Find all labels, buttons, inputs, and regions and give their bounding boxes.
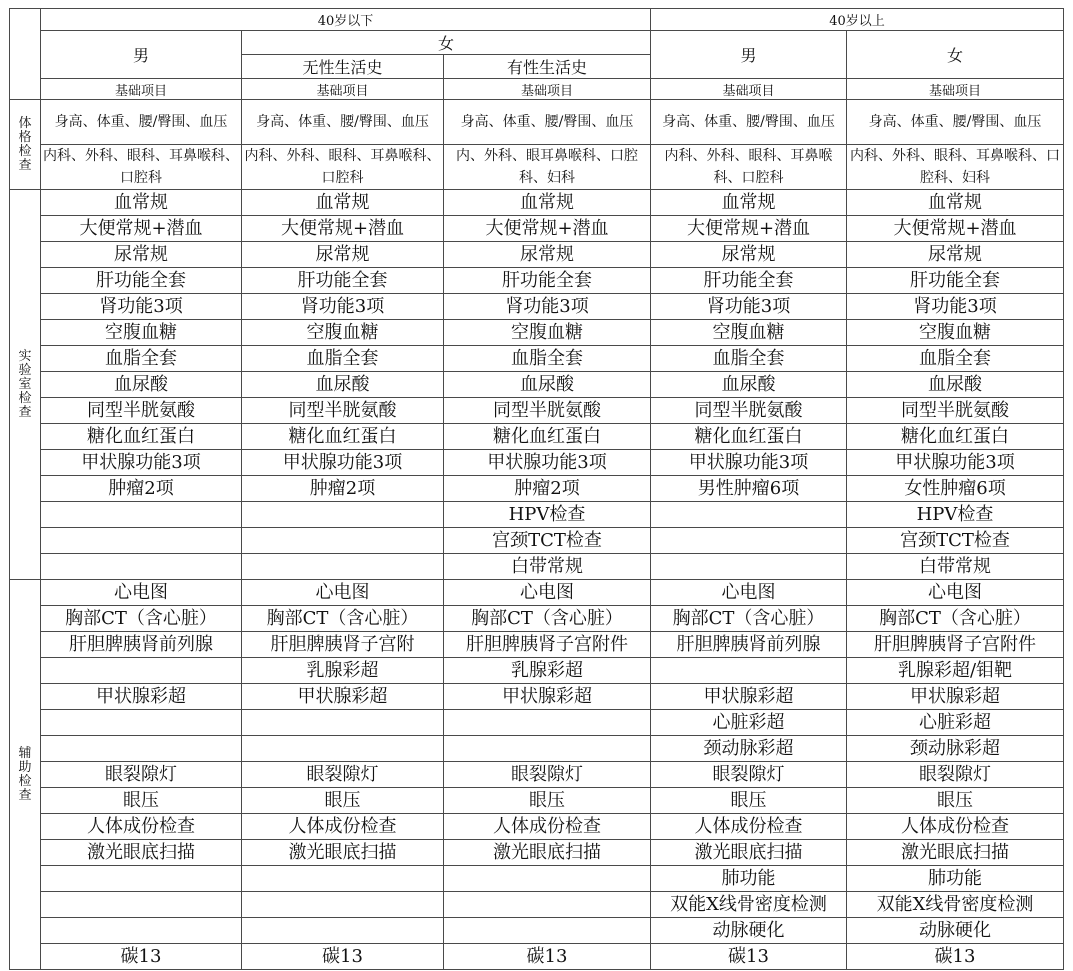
lab-cell: 空腹血糖 <box>41 320 242 346</box>
aux-cell: 胸部CT（含心脏） <box>847 606 1064 632</box>
aux-cell: 肺功能 <box>651 866 847 892</box>
aux-row <box>10 710 1064 736</box>
age-under-40: 40岁以下 <box>41 9 651 31</box>
lab-cell: 同型半胱氨酸 <box>41 398 242 424</box>
lab-cell: 糖化血红蛋白 <box>847 424 1064 450</box>
lab-cell: 尿常规 <box>651 242 847 268</box>
aux-cell: 双能X线骨密度检测 <box>847 892 1064 918</box>
lab-cell: 肾功能3项 <box>847 294 1064 320</box>
lab-cell: 肾功能3项 <box>242 294 444 320</box>
lab-cell: 血常规 <box>444 190 651 216</box>
lab-cell: 血尿酸 <box>242 372 444 398</box>
aux-category <box>10 580 41 970</box>
aux-row <box>10 658 1064 684</box>
lab-cell: 尿常规 <box>41 242 242 268</box>
aux-cell <box>41 866 242 892</box>
lab-cell: 同型半胱氨酸 <box>242 398 444 424</box>
lab-cell: 尿常规 <box>847 242 1064 268</box>
aux-row <box>10 892 1064 918</box>
aux-category-label: 辅助检查 <box>18 745 32 803</box>
lab-row <box>10 450 1064 476</box>
aux-row <box>10 814 1064 840</box>
aux-cell: 眼裂隙灯 <box>242 762 444 788</box>
aux-cell <box>41 658 242 684</box>
physical-cell: 内科、外科、眼科、耳鼻喉科、口腔科、妇科 <box>847 145 1064 190</box>
lab-cell: 肾功能3项 <box>41 294 242 320</box>
aux-cell: 眼裂隙灯 <box>444 762 651 788</box>
aux-cell <box>242 710 444 736</box>
aux-cell: 碳13 <box>444 944 651 970</box>
lab-cell: 肾功能3项 <box>444 294 651 320</box>
age-over-40: 40岁以上 <box>651 9 1064 31</box>
header-row-sex <box>10 31 1064 55</box>
lab-cell: 大便常规+潜血 <box>847 216 1064 242</box>
lab-cell: 肝功能全套 <box>651 268 847 294</box>
lab-cell: 空腹血糖 <box>444 320 651 346</box>
basic-item-1: 基础项目 <box>41 79 242 100</box>
lab-cell: 血尿酸 <box>847 372 1064 398</box>
aux-cell: 激光眼底扫描 <box>41 840 242 866</box>
aux-cell: 动脉硬化 <box>651 918 847 944</box>
lab-row <box>10 528 1064 554</box>
lab-cell: 肿瘤2项 <box>41 476 242 502</box>
lab-cell <box>41 554 242 580</box>
aux-row <box>10 580 1064 606</box>
aux-cell: 甲状腺彩超 <box>444 684 651 710</box>
aux-row <box>10 684 1064 710</box>
lab-cell: 肝功能全套 <box>444 268 651 294</box>
aux-cell: 心电图 <box>651 580 847 606</box>
aux-cell <box>444 892 651 918</box>
lab-row <box>10 320 1064 346</box>
aux-cell: 心电图 <box>41 580 242 606</box>
aux-cell: 胸部CT（含心脏） <box>651 606 847 632</box>
aux-cell: 心电图 <box>847 580 1064 606</box>
lab-cell: 血尿酸 <box>651 372 847 398</box>
lab-cell: 肿瘤2项 <box>444 476 651 502</box>
aux-cell: 胸部CT（含心脏） <box>41 606 242 632</box>
lab-cell: 血常规 <box>242 190 444 216</box>
checkup-table <box>9 8 1064 970</box>
aux-row <box>10 918 1064 944</box>
lab-row <box>10 372 1064 398</box>
physical-row <box>10 145 1064 190</box>
lab-row <box>10 216 1064 242</box>
physical-cell: 身高、体重、腰/臀围、血压 <box>41 100 242 145</box>
aux-cell <box>444 710 651 736</box>
lab-cell <box>41 502 242 528</box>
lab-cell: 同型半胱氨酸 <box>847 398 1064 424</box>
aux-cell: 激光眼底扫描 <box>242 840 444 866</box>
lab-cell: 血常规 <box>847 190 1064 216</box>
aux-cell: 碳13 <box>847 944 1064 970</box>
lab-row <box>10 398 1064 424</box>
aux-cell: 乳腺彩超 <box>242 658 444 684</box>
aux-cell <box>41 918 242 944</box>
aux-cell: 肝胆脾胰肾子宫附 <box>242 632 444 658</box>
aux-cell <box>242 866 444 892</box>
corner-cell <box>10 9 41 100</box>
lab-cell: HPV检查 <box>847 502 1064 528</box>
lab-cell: 血脂全套 <box>242 346 444 372</box>
lab-cell: 血常规 <box>41 190 242 216</box>
aux-cell: 肝胆脾胰肾子宫附件 <box>444 632 651 658</box>
lab-cell: 大便常规+潜血 <box>242 216 444 242</box>
aux-row <box>10 944 1064 970</box>
lab-cell: 血脂全套 <box>651 346 847 372</box>
physical-cell: 身高、体重、腰/臀围、血压 <box>651 100 847 145</box>
header-row-basic <box>10 79 1064 100</box>
basic-item-5: 基础项目 <box>847 79 1064 100</box>
aux-row <box>10 840 1064 866</box>
aux-cell: 胸部CT（含心脏） <box>242 606 444 632</box>
lab-cell: 白带常规 <box>847 554 1064 580</box>
lab-cell: 血脂全套 <box>41 346 242 372</box>
aux-cell: 肝胆脾胰肾前列腺 <box>651 632 847 658</box>
aux-cell <box>242 918 444 944</box>
lab-cell <box>651 502 847 528</box>
physical-cell: 身高、体重、腰/臀围、血压 <box>847 100 1064 145</box>
aux-cell: 眼压 <box>444 788 651 814</box>
aux-cell <box>242 736 444 762</box>
lab-cell: 宫颈TCT检查 <box>847 528 1064 554</box>
aux-cell: 胸部CT（含心脏） <box>444 606 651 632</box>
lab-row <box>10 190 1064 216</box>
lab-row <box>10 346 1064 372</box>
aux-cell: 乳腺彩超/钼靶 <box>847 658 1064 684</box>
male-over-40: 男 <box>651 31 847 79</box>
lab-row <box>10 294 1064 320</box>
lab-cell: 肿瘤2项 <box>242 476 444 502</box>
physical-cell: 内、外科、眼耳鼻喉科、口腔科、妇科 <box>444 145 651 190</box>
lab-cell: 白带常规 <box>444 554 651 580</box>
physical-cell: 身高、体重、腰/臀围、血压 <box>444 100 651 145</box>
aux-row <box>10 736 1064 762</box>
no-sex-history: 无性生活史 <box>242 55 444 79</box>
lab-cell: 男性肿瘤6项 <box>651 476 847 502</box>
aux-cell: 心电图 <box>242 580 444 606</box>
aux-row <box>10 866 1064 892</box>
physical-category <box>10 100 41 190</box>
aux-cell: 眼裂隙灯 <box>651 762 847 788</box>
lab-cell: 甲状腺功能3项 <box>444 450 651 476</box>
aux-cell: 肺功能 <box>847 866 1064 892</box>
aux-row <box>10 788 1064 814</box>
lab-cell: HPV检查 <box>444 502 651 528</box>
lab-cell: 尿常规 <box>444 242 651 268</box>
lab-cell: 大便常规+潜血 <box>444 216 651 242</box>
lab-cell: 大便常规+潜血 <box>651 216 847 242</box>
lab-cell: 糖化血红蛋白 <box>444 424 651 450</box>
lab-cell <box>651 528 847 554</box>
aux-cell: 碳13 <box>242 944 444 970</box>
aux-cell: 眼裂隙灯 <box>847 762 1064 788</box>
lab-cell: 糖化血红蛋白 <box>651 424 847 450</box>
aux-cell <box>41 710 242 736</box>
lab-cell: 尿常规 <box>242 242 444 268</box>
physical-cell: 内科、外科、眼科、耳鼻喉科、口腔科 <box>242 145 444 190</box>
aux-cell: 人体成份检查 <box>444 814 651 840</box>
aux-cell <box>444 918 651 944</box>
lab-cell: 空腹血糖 <box>847 320 1064 346</box>
aux-cell: 眼压 <box>651 788 847 814</box>
aux-cell: 肝胆脾胰肾子宫附件 <box>847 632 1064 658</box>
physical-category-label: 体格检查 <box>18 115 32 173</box>
aux-cell: 人体成份检查 <box>41 814 242 840</box>
aux-cell: 心脏彩超 <box>651 710 847 736</box>
aux-cell: 心脏彩超 <box>847 710 1064 736</box>
physical-cell: 身高、体重、腰/臀围、血压 <box>242 100 444 145</box>
sex-history: 有性生活史 <box>444 55 651 79</box>
aux-cell <box>444 736 651 762</box>
lab-row <box>10 242 1064 268</box>
physical-row <box>10 100 1064 145</box>
physical-cell: 内科、外科、眼科、耳鼻喉科、口腔科 <box>651 145 847 190</box>
aux-cell <box>651 658 847 684</box>
lab-cell: 空腹血糖 <box>651 320 847 346</box>
lab-cell: 甲状腺功能3项 <box>242 450 444 476</box>
lab-cell: 血脂全套 <box>847 346 1064 372</box>
aux-cell: 颈动脉彩超 <box>847 736 1064 762</box>
lab-cell <box>242 528 444 554</box>
aux-cell <box>41 736 242 762</box>
lab-cell: 血脂全套 <box>444 346 651 372</box>
lab-cell: 血尿酸 <box>444 372 651 398</box>
lab-cell: 糖化血红蛋白 <box>41 424 242 450</box>
lab-cell: 肝功能全套 <box>41 268 242 294</box>
lab-cell <box>242 554 444 580</box>
lab-row <box>10 424 1064 450</box>
aux-cell: 碳13 <box>41 944 242 970</box>
female-under-40: 女 <box>242 31 651 55</box>
lab-cell: 血尿酸 <box>41 372 242 398</box>
aux-cell: 激光眼底扫描 <box>651 840 847 866</box>
aux-cell: 甲状腺彩超 <box>242 684 444 710</box>
aux-cell: 甲状腺彩超 <box>847 684 1064 710</box>
aux-cell: 激光眼底扫描 <box>847 840 1064 866</box>
aux-cell: 人体成份检查 <box>651 814 847 840</box>
aux-cell: 眼压 <box>847 788 1064 814</box>
lab-cell: 同型半胱氨酸 <box>651 398 847 424</box>
basic-item-4: 基础项目 <box>651 79 847 100</box>
aux-cell: 双能X线骨密度检测 <box>651 892 847 918</box>
header-row-age <box>10 9 1064 31</box>
aux-row <box>10 606 1064 632</box>
lab-category-label: 实验室检查 <box>18 348 32 420</box>
aux-row <box>10 762 1064 788</box>
lab-cell: 血常规 <box>651 190 847 216</box>
aux-cell: 动脉硬化 <box>847 918 1064 944</box>
lab-cell: 甲状腺功能3项 <box>41 450 242 476</box>
basic-item-3: 基础项目 <box>444 79 651 100</box>
aux-cell: 激光眼底扫描 <box>444 840 651 866</box>
male-under-40: 男 <box>41 31 242 79</box>
aux-cell: 乳腺彩超 <box>444 658 651 684</box>
lab-cell <box>41 528 242 554</box>
aux-cell: 心电图 <box>444 580 651 606</box>
aux-cell <box>242 892 444 918</box>
lab-row <box>10 554 1064 580</box>
lab-cell: 空腹血糖 <box>242 320 444 346</box>
lab-row <box>10 476 1064 502</box>
aux-cell: 眼压 <box>242 788 444 814</box>
lab-cell: 大便常规+潜血 <box>41 216 242 242</box>
aux-cell: 肝胆脾胰肾前列腺 <box>41 632 242 658</box>
aux-cell: 甲状腺彩超 <box>651 684 847 710</box>
lab-cell: 宫颈TCT检查 <box>444 528 651 554</box>
lab-cell: 甲状腺功能3项 <box>651 450 847 476</box>
lab-cell <box>651 554 847 580</box>
aux-row <box>10 632 1064 658</box>
lab-row <box>10 268 1064 294</box>
lab-cell: 女性肿瘤6项 <box>847 476 1064 502</box>
aux-cell <box>41 892 242 918</box>
female-over-40: 女 <box>847 31 1064 79</box>
aux-cell: 眼压 <box>41 788 242 814</box>
lab-cell: 同型半胱氨酸 <box>444 398 651 424</box>
basic-item-2: 基础项目 <box>242 79 444 100</box>
aux-cell: 人体成份检查 <box>847 814 1064 840</box>
aux-cell: 颈动脉彩超 <box>651 736 847 762</box>
lab-cell: 甲状腺功能3项 <box>847 450 1064 476</box>
lab-cell <box>242 502 444 528</box>
aux-cell: 人体成份检查 <box>242 814 444 840</box>
lab-cell: 肾功能3项 <box>651 294 847 320</box>
aux-cell: 甲状腺彩超 <box>41 684 242 710</box>
lab-cell: 肝功能全套 <box>847 268 1064 294</box>
aux-cell: 眼裂隙灯 <box>41 762 242 788</box>
physical-cell: 内科、外科、眼科、耳鼻喉科、口腔科 <box>41 145 242 190</box>
lab-cell: 肝功能全套 <box>242 268 444 294</box>
lab-cell: 糖化血红蛋白 <box>242 424 444 450</box>
aux-cell <box>444 866 651 892</box>
lab-category <box>10 190 41 580</box>
aux-cell: 碳13 <box>651 944 847 970</box>
lab-row <box>10 502 1064 528</box>
